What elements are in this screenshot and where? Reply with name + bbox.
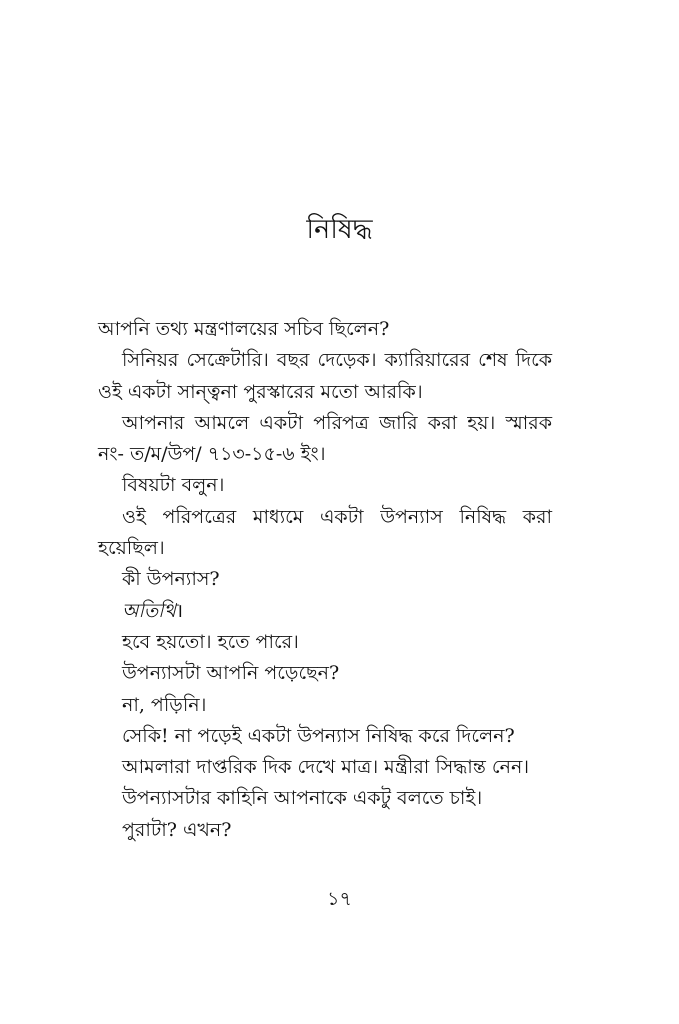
paragraph-7-punctuation: । [175, 599, 184, 622]
chapter-title: নিষিদ্ধ [306, 214, 373, 245]
paragraph-13: উপন্যাসটার কাহিনি আপনাকে একটু বলতে চাই। [122, 787, 483, 810]
paragraph-7 [98, 596, 552, 627]
paragraph-6: কী উপন্যাস? [122, 568, 220, 591]
page-number: ১৭ [327, 888, 352, 910]
paragraph-10: না, পড়িনি। [122, 693, 207, 716]
paragraph-5: ওই পরিপত্রের মাধ্যমে একটা উপন্যাস নিষিদ্ধ করা হয়েছিল। [98, 505, 552, 560]
paragraph-14: পুরাটা? এখন? [122, 818, 232, 841]
paragraph-2: সিনিয়র সেক্রেটারি। বছর দেড়েক। ক্যারিয়ারের শেষ দিকে ওই একটা সান্ত্বনা পুরস্কারের মতো আরকি। [98, 349, 552, 403]
paragraph-9: উপন্যাসটা আপনি পড়েছেন? [122, 662, 340, 685]
paragraph-4: বিষয়টা বলুন। [122, 474, 225, 497]
novel-title: অতিথি [122, 599, 176, 622]
paragraph-1: আপনি তথ্য মন্ত্রণালয়ের সচিব ছিলেন? [98, 318, 390, 340]
paragraph-8: হবে হয়তো। হতে পারে। [122, 630, 299, 653]
paragraph-12: আমলারা দাপ্তরিক দিক দেখে মাত্র। মন্ত্রীরা সিদ্ধান্ত নেন। [122, 756, 530, 779]
paragraph-11: সেকি! না পড়েই একটা উপন্যাস নিষিদ্ধ করে দিলেন? [122, 724, 515, 747]
paragraph-3: আপনার আমলে একটা পরিপত্র জারি করা হয়। স্মারক নং- ত/ম/উপ/ ৭১৩-১৫-৬ ইং। [98, 411, 552, 466]
chapter-body [98, 314, 552, 846]
